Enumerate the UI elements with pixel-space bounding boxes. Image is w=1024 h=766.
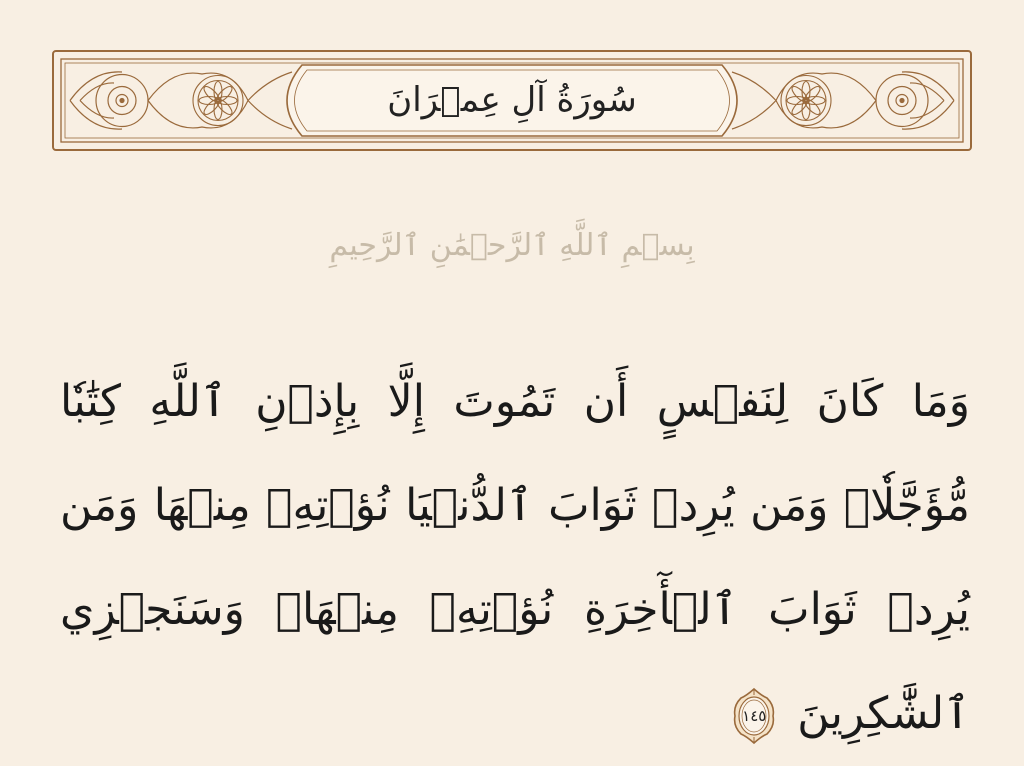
surah-header-banner	[52, 50, 972, 151]
ayah-end-marker	[731, 686, 777, 746]
rosette-ornament-icon	[781, 76, 831, 126]
ayah-number: ١٤٥	[742, 706, 767, 725]
verse-text: وَمَا كَانَ لِنَفۡسٍ أَن تَمُوتَ إِلَّا بِإِذۡنِ ٱللَّهِ كِتَٰبٗا مُّؤَجَّلٗاۗ وَمَن يُرِدۡ ثَوَابَ ٱلدُّنۡيَا نُؤۡتِهِۦ مِنۡهَا وَمَن يُرِدۡ ثَوَابَ ٱلۡأٓخِرَةِ نُؤۡتِهِۦ مِنۡهَاۚ وَسَنَجۡزِي ٱلشَّٰكِرِينَ	[60, 376, 970, 739]
surah-title: سُورَةُ آلِ عِمۡرَانَ	[387, 80, 637, 120]
verse-text-block	[60, 350, 970, 739]
rosette-ornament-icon	[193, 76, 243, 126]
basmala: بِسۡمِ ٱللَّهِ ٱلرَّحۡمَٰنِ ٱلرَّحِيمِ	[329, 227, 695, 263]
